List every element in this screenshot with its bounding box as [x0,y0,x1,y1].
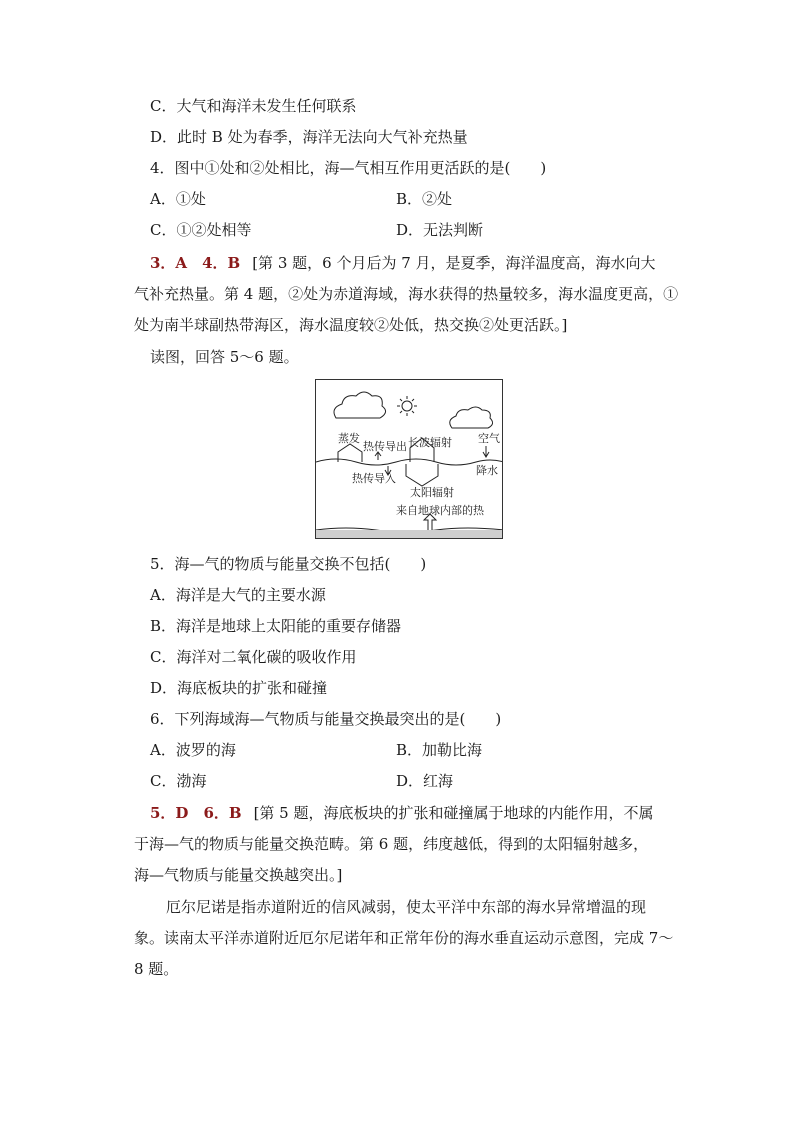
q6-option-b: B．加勒比海 [396,741,483,759]
q6-option-c: C．渤海 [150,772,207,790]
cloud-right-icon [450,407,493,428]
q4-option-a: A．①处 [150,190,206,208]
label-heat-out: 热传导出 [363,440,407,453]
label-solar-radiation: 太阳辐射 [410,486,454,499]
q6-option-d: D．红海 [396,772,454,790]
label-precipitation: 降水 [476,464,498,477]
answer-5-6-line1: [第 5 题，海底板块的扩张和碰撞属于地球的内能作用，不属 [253,804,654,822]
label-air: 空气 [478,432,500,445]
q4-option-b: B．②处 [396,190,453,208]
intro-7-8-line3: 8 题。 [134,960,179,978]
q6-option-a: A．波罗的海 [150,741,236,759]
answer-3-4 [150,252,656,274]
q5-option-c: C．海洋对二氧化碳的吸收作用 [150,648,357,666]
sun-icon [397,396,417,416]
heat-out-arrow-icon [375,452,381,460]
q5-option-d: D．海底板块的扩张和碰撞 [150,679,328,697]
label-interior-heat: 来自地球内部的热 [396,504,484,517]
q5-stem: 5．海—气的物质与能量交换不包括( ) [150,555,427,573]
intro-7-8-line2: 象。读南太平洋赤道附近厄尔尼诺年和正常年份的海水垂直运动示意图，完成 7～ [134,929,674,947]
read-instruction-5-6: 读图，回答 5～6 题。 [150,348,299,366]
answer-3-4-label: 3．A 4．B [150,254,241,272]
answer-5-6-label: 5．D 6．B [150,804,242,822]
label-evaporation: 蒸发 [338,432,360,445]
label-longwave: 长波辐射 [408,436,452,449]
answer-3-4-line2: 气补充热量。第 4 题，②处为赤道海域，海水获得的热量较多，海水温度更高，① [134,285,679,303]
q4-option-c: C．①②处相等 [150,221,252,239]
cloud-left-icon [334,392,386,418]
q4-stem: 4．图中①处和②处相比，海—气相互作用更活跃的是( ) [150,159,547,177]
answer-3-4-line3: 处为南半球副热带海区，海水温度较②处低，热交换②处更活跃。] [134,316,568,334]
intro-7-8-line1: 厄尔尼诺是指赤道附近的信风减弱，使太平洋中东部的海水异常增温的现 [166,898,647,916]
answer-5-6-line3: 海—气物质与能量交换越突出。] [134,866,343,884]
precipitation-arrow-icon [483,446,489,457]
q3-option-d: D．此时 B 处为春季，海洋无法向大气补充热量 [150,128,468,146]
sea-floor-band [316,530,503,539]
q5-option-a: A．海洋是大气的主要水源 [150,586,326,604]
solar-radiation-arrow-icon [406,464,438,486]
answer-5-6 [150,802,654,824]
answer-5-6-line2: 于海—气的物质与能量交换范畴。第 6 题，纬度越低，得到的太阳辐射越多， [134,835,649,853]
answer-3-4-line1: [第 3 题，6 个月后为 7 月，是夏季，海洋温度高，海水向大 [252,254,656,272]
q6-stem: 6．下列海域海—气物质与能量交换最突出的是( ) [150,710,502,728]
ocean-atmosphere-figure [315,379,503,539]
q5-option-b: B．海洋是地球上太阳能的重要存储器 [150,617,402,635]
q3-option-c: C．大气和海洋未发生任何联系 [150,97,357,115]
q4-option-d: D．无法判断 [396,221,484,239]
label-heat-in: 热传导入 [352,472,396,485]
